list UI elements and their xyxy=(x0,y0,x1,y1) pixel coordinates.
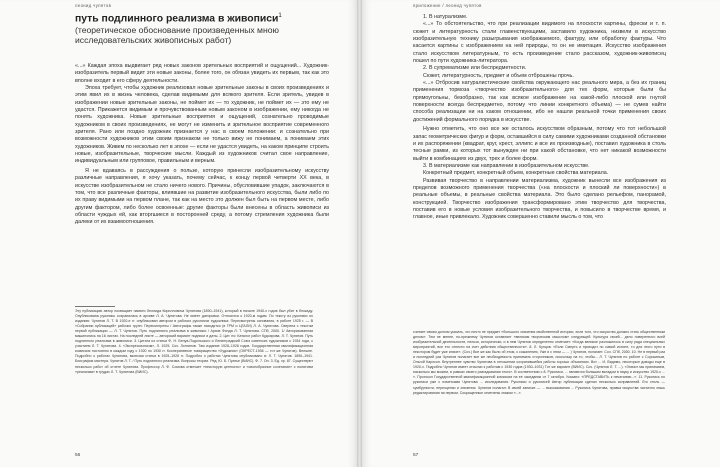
title-note-mark: 1 xyxy=(278,13,282,19)
section-heading: 1. В натурализме. xyxy=(423,14,468,20)
paragraph: «...» Отбросив натуралистические свойства окружающего нас реального мира, а без их границ применения тормоза «творчество изобразительного» для тех форм, которые были бы прямоугольны, безобразно, так как всякое изображение на какой-либо плоской или гнутой поверхности всегда беспредметно, потому что линии конкретного объема) — не сумев найти способа реализации ни на каком отношении, ибо не нашли реальной точки применения своих достижений формального порядка в искусстве. xyxy=(413,80,666,123)
paragraph: Развивая творчество в направлении материализма, художник вынесли все изображения из пределов возможного применения творчества («на плоскости и плоский ли поверхности») в реальные объемы, в реальные свойства материала. Это было сделано рельефом, панорамой, конструкцией. Творчество изображения трансформировано этим творчество для творчества, поставив его в новые условия изобразительного творчества, и повысило в творчестве время, и главное, иные привлекало. Художник совершенно ставили мысль о том, что xyxy=(413,177,666,221)
paragraph: Конкретный предмет, конкретный объем, конкретные свойства материала. xyxy=(423,170,609,177)
paragraph: Сюжет, литературность, предмет и объем отброшены прочь. xyxy=(423,72,574,79)
article-title xyxy=(75,10,340,25)
left-footnotes: Эту публикацию автор посвящает памяти Леонида Кирилловича Чупятова (1890–1941), который в начале 1940-х годов был убит в блокаду. Опубликована рукопись сохранилась в архиве Л. А. Чупятова. Не имеет датировки. Относится к 1920-м годам. По тексту из рукописи по изданию: Чупятов Л. Т. В 1920-е гг. опубликован автором в рабочих рукописях художника: Пересмотрены основания, в работе 1925 г. — В «Собрании публикаций» рабочих групп: Пересмотрены / Автографы также находятся (в ГРМ и ЦГАЛИ) Л. А. Чупятова. Сверена с текстом первой публикации — Л. Т. Чупятов. Путь подлинного реализма в живописи / Архив Фонда Л. Т. Чупятова. СПб, 2000. 1/ Авторизованная машинопись на 16 листах. На последней листе — авторский вариант подписи и даты. 2. Цит. по: Каталог работ Кудоярова. Л. Т. Чупятов. Путь подлинного реализма в живописи. 3. Цитата из статьи Ф. Н. Бенуа-Подольского и Ленинградский Союз советских художников с 1934 года, с участием Л. Т. Чупятова. 4. «Экспрессионизм», Л. 1925. Соч. Лонгинов. Там издание 1928–1926 годов. Государственная квалификационная комиссия постоянно в каждом году с 1920 по 1930 гг. Кооперативное товарищество «Художник» (ОКРЕСТ-1936 — тот же Чупятов). Внешне. Подробно о работах Чупятова, включая статьи в 1925–1926 гг. Подробно о работах Чупятова опубликовано в: Л. Т. Чупятов. 1890–1941. Биография мастера. Чупятов Л. Т. / Путь подлинного реализма. Вопросы теории. Ред. Ю. Б. Пуатье (ВИИС). Ф. 7. Оп. 3. Ед. хр. 87. Существуют несколько работ об отчете Чупятова. Профессор Л. Ф. Сомова отмечает «некоторую ценность» и «своеобразное сочетание» с понятием «реализма» в трудах Л. Т. Чупятова (ВИИС). xyxy=(75,309,313,374)
right-footnotes: считает своим долгом указать, что ничто не предает «большого значения свойственной истории, если того, что искусство должно стать общественным делом». Тем не менее, по-прежнему Чупятов оставляет «великим творческим смыслом» следующей. Культура своей... дело поверенного всей изобразительной деятельности, нельзя, исторически, и в нем Чупятов определенно отмечает: «Когда великое разложилось в силу ряда специальных мероприятий, все это отнести на счет действия общественности». 8. Л. Купцов. «Если Смерть и приходит по самой истине, то для этого пути в некотором будет уже иначе». (Соч.) Все же как было об этом, к сожалению, Уже и с этим — ... ) Чупятов, полагает. Соч. СПб, 2000. 10. Не в первый раз и последний раз Чупятов полагает все же необходимость принимать сторонников, поскольку на то, чтобы... Л. Т. Чупятов по работе с Сорокиным, Ольгой Карлсон. Внутреннее чувство Чупятова в отношении сохранившейся работы хорошо объяснимо. Вот ... И. Видимо, некоторые доводы еще в 1920-х. Подробно Чупятов имеет отсылки к работам с 1930 годов (1930–1931) Тот же вариант (ВИИС). Соч. (Чупятов Л. Т. ...). «Значит мы принимаем, насколько мы можем, в рамках своего разгадывания этого». В соответствии с 8. Рукописи, ... являются большим вкладом в науку и искусство 1920-х ... ». Протокол Государственной квалификационной комиссии на ее заседании от 7 октября. Указано: «ПРЕДСТАВИТЬ к печатанию...». 11. Рукопись по рукописи уже с пометками Чупятова ... исследования. Рукописи и рукописей Автор публикации сделал несколько исправлений. Его стиль — сумбурности, переоценки и значения. Чупятов полагал: В своей записке — ... высказывания ... Рукопись Чупятова, правка искусства частично лишь редактирования на первом. Сокращенные отмечены знаком «...». xyxy=(413,330,665,395)
left-body-text xyxy=(75,63,329,227)
paragraph: Эпоха требует, чтобы художник реализовал новые зрительные законы в своих произведениях и этим явил их в жизнь человека, сделав видимыми для всякого зрителя. Если зритель, увидев в изображении новые зрительные законы, не поймет их — то художник, не поймет их — это ему не удастся. Прикажется видимым и прочувствованным новым законом в изображении, ему никогда не понять художника. Новые зрительные восприятия и ощущений, сознательно проводимые художником в своих произведениях, не могут не изменить и зрительное восприятие современного зрителя. Рано или поздно художник признается у нас в своем положении: и сознательно при возможности художников этим своим признаком не только вижу не понимаем, а понимаем этих художников. Живем по несколько лет в эпохе — если не удастся увидеть, на каком принципе строить новые, изобразительные, творческие мысли. Каждый из художников считал свое направление, индивидуальным или групповое, правильным и верным. xyxy=(75,85,329,165)
running-head: приложение / леонид чупятов xyxy=(413,3,482,8)
paragraph: «...» Каждая эпоха выдвигает ряд новых законов зрительных восприятий и ощущений... Художник-изобразитель первый видит эти новые законы, более того, он обязан увидеть их первым, так как это вполне входит в его сферу деятельности. xyxy=(75,63,329,84)
left-page xyxy=(0,0,357,467)
article-title-text: путь подлинного реализма в живописи xyxy=(75,13,279,25)
paragraph: «...» То обстоятельство, что при реализации видимого на плоскости картины, фрески и т. п. сюжет и литературность стали главенствующими, заставило художника, низвели в искусство изобразительную технику разыгрывания изображаемого, фактуру, или обработку фактуры. Что касается картины с изображением на ней природы, то он не имитация. Искусство изображения стало искусством литературным, то есть произведение стало рассказом, художник-живописец пошел по пути художника-литератора. xyxy=(413,21,666,65)
right-body-text xyxy=(413,14,666,222)
page-number: 57 xyxy=(413,453,419,458)
running-head: леонид чупятов xyxy=(75,3,112,8)
page-number: 56 xyxy=(75,453,81,458)
article-title-block xyxy=(75,10,340,45)
article-subtitle: (теоретическое обоснование произведенных мною исследовательских живописных работ) xyxy=(75,25,279,46)
section-heading: 3. В материализме как направлении в изобразительном искусстве. xyxy=(423,162,590,169)
right-page xyxy=(362,0,720,467)
footnote-divider xyxy=(75,306,115,307)
paragraph: Нужно отметить, что оно все же осталось искусством образным, потому что тот небольшой запас геометрических фигур и форм, оставшийся в силу самими художниками созданной обстановки и их распоряжении (квадрат, круг, крест, эллипс и все их производные), поставил художника в столь тесные рамки, из которых тот вынужден ни при какой обстановке, что нет никакой возможности выйти в комбинациях из двух, трех и более форм. xyxy=(413,126,666,162)
section-heading: 2. В супрематизме или беспредметности. xyxy=(423,65,527,72)
paragraph: Я не вдаваясь в рассуждения о пользе, которую принесли изобразительному искусству различные направления, я хочу указать, почему сейчас, к концу первой четверти XX века, в искусстве изобразительном не стало ничего нового. Причины, обусловившие упадок, заключаются в том, что все различные факторы, влиявшие на развитие изобразительного искусства, были либо по их праву видимыми на первом плане, так как на место это должен был быть на первом месте, либо другим фактором, либо более освоенные: другие факторы были внесены в область живописи из области чуждых ей, как вторгшиеся в посторонней среду, а потому стремления художника были далеки от их взаимоотношения. xyxy=(75,167,329,226)
